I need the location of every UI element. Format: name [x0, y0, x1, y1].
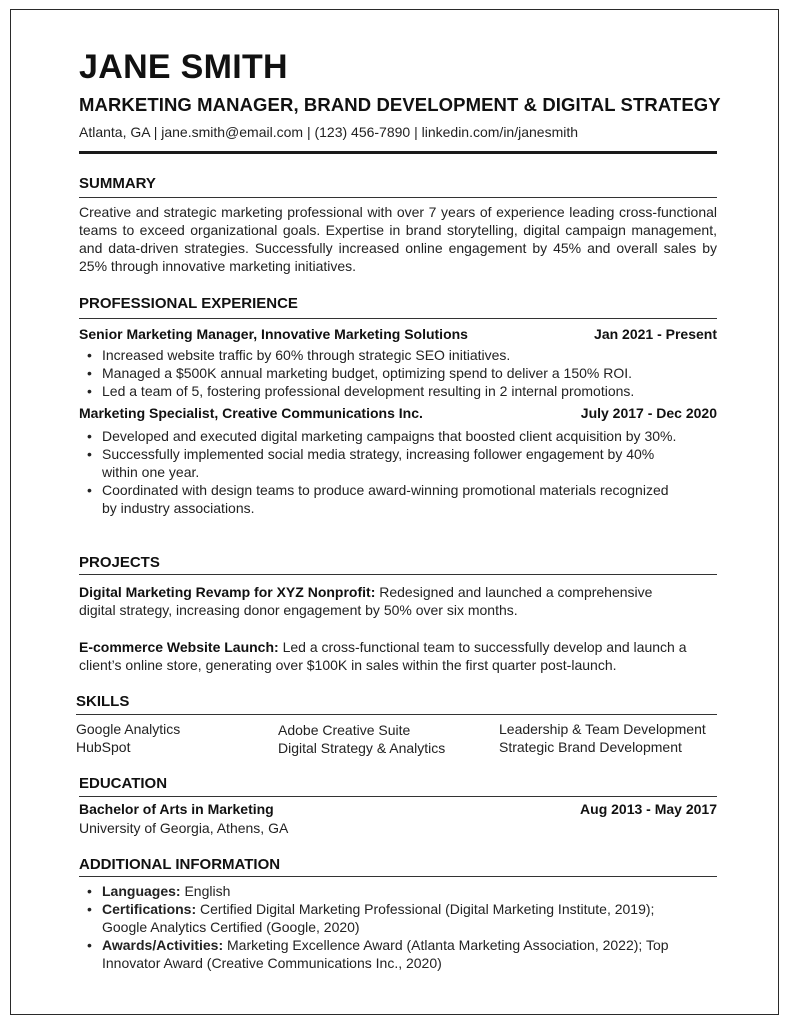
job-dates: July 2017 - Dec 2020 [580, 405, 717, 421]
additional-heading: ADDITIONAL INFORMATION [79, 856, 281, 873]
skill-item: HubSpot [76, 739, 131, 755]
bullet-item [79, 936, 679, 972]
experience-heading: PROFESSIONAL EXPERIENCE [79, 295, 298, 312]
projects-divider [79, 574, 717, 575]
skill-item: Google Analytics [76, 721, 181, 737]
project-item [79, 583, 669, 619]
bullet-item [79, 882, 679, 900]
job-title: Marketing Specialist, Creative Communications Inc. [79, 405, 423, 421]
candidate-name: JANE SMITH [79, 48, 288, 86]
info-text: Certified Digital Marketing Professional (Digital Marketing Institute, 2019); Google Analytics Certified (Google, 2020) [102, 901, 655, 935]
project-name: Digital Marketing Revamp for XYZ Nonprofit: [79, 584, 376, 600]
job-title: Senior Marketing Manager, Innovative Marketing Solutions [79, 326, 468, 342]
bullet-item: • Led a team of 5, fostering professional development resulting in 2 internal promotions. [79, 382, 699, 400]
experience-divider [79, 318, 717, 319]
skill-item: Strategic Brand Development [499, 739, 682, 755]
project-name: E-commerce Website Launch: [79, 639, 279, 655]
bullet-item: • Increased website traffic by 60% through strategic SEO initiatives. [79, 346, 699, 364]
summary-heading: SUMMARY [79, 175, 156, 192]
info-text: Marketing Excellence Award (Atlanta Marketing Association, 2022); Top Innovator Award (Creative Communications Inc., 2020) [102, 937, 669, 971]
degree: Bachelor of Arts in Marketing [79, 801, 274, 817]
summary-text: Creative and strategic marketing professional with over 7 years of experience leading cross-functional teams to exceed organizational goals. Expertise in brand storytelling, digital campaign management, and data-driven strategies. Successfully increased online engagement by 45% and overall sales by 25% through innovative marketing initiatives. [79, 204, 717, 274]
bullet-item [79, 900, 679, 936]
bullet-item: • Successfully implemented social media strategy, increasing follower engagement by 40% within one year. [79, 445, 684, 481]
bullet-item: • Managed a $500K annual marketing budget, optimizing spend to deliver a 150% ROI. [79, 364, 699, 382]
project-description: Redesigned and launched a comprehensive digital strategy, increasing donor engagement by 50% over six months. [79, 584, 653, 618]
contact-info: Atlanta, GA | jane.smith@email.com | (123) 456-7890 | linkedin.com/in/janesmith [79, 124, 579, 140]
info-label: Certifications: [102, 901, 197, 917]
header-divider [79, 151, 717, 154]
additional-divider [79, 876, 717, 877]
project-item [79, 638, 699, 674]
skill-item: Digital Strategy & Analytics [278, 740, 446, 756]
school: University of Georgia, Athens, GA [79, 820, 289, 836]
skills-heading: SKILLS [76, 693, 130, 710]
education-dates: Aug 2013 - May 2017 [580, 801, 717, 817]
summary-divider [79, 197, 717, 198]
skill-item: Leadership & Team Development [499, 721, 706, 737]
project-description: Led a cross-functional team to successfully develop and launch a client’s online store, generating over $100K in sales within the first quarter post-launch. [79, 639, 687, 673]
additional-list [79, 882, 679, 972]
bullet-item: • Coordinated with design teams to produce award-winning promotional materials recognized by industry associations. [79, 481, 684, 517]
candidate-title: MARKETING MANAGER, BRAND DEVELOPMENT & DIGITAL STRATEGY [79, 94, 721, 115]
job-dates: Jan 2021 - Present [594, 326, 717, 342]
info-label: Awards/Activities: [102, 937, 224, 953]
education-heading: EDUCATION [79, 775, 168, 792]
job-bullets [79, 427, 684, 517]
bullet-item: • Developed and executed digital marketing campaigns that boosted client acquisition by 30%. [79, 427, 684, 445]
info-label: Languages: [102, 883, 181, 899]
skills-divider [76, 714, 717, 715]
info-text: English [180, 883, 231, 899]
job-bullets [79, 346, 699, 400]
projects-heading: PROJECTS [79, 554, 160, 571]
skill-item: Adobe Creative Suite [278, 722, 411, 738]
education-divider [79, 796, 717, 797]
